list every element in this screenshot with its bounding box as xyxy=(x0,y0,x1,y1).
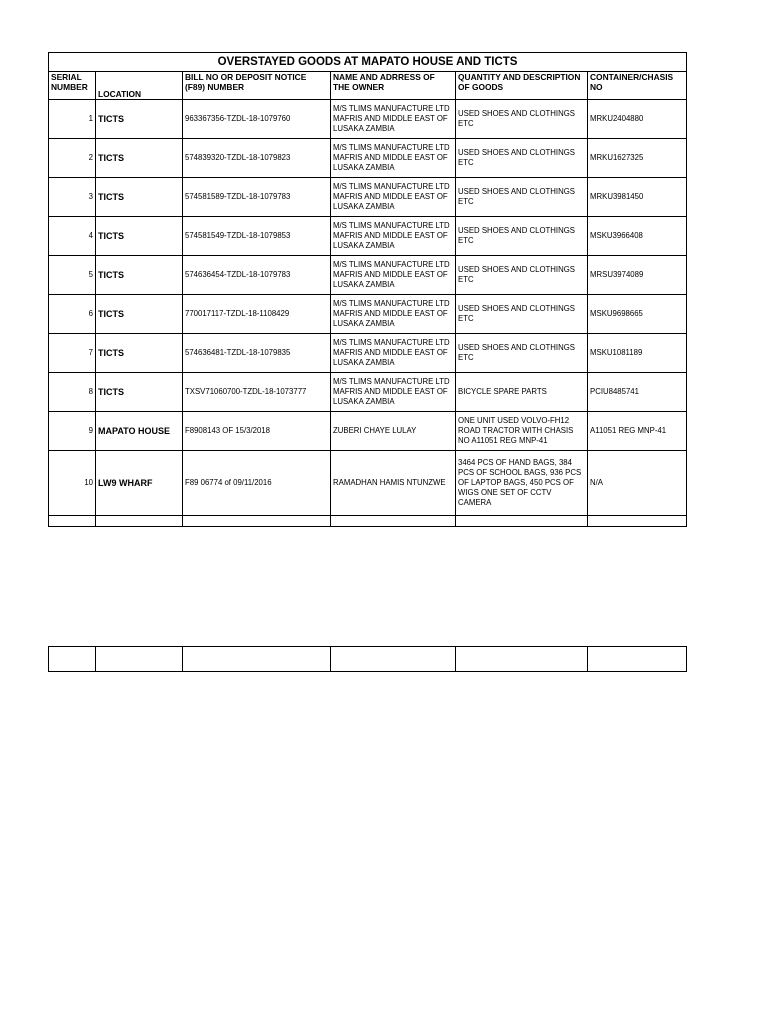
serial-cell: 5 xyxy=(49,256,96,295)
location-cell: TICTS xyxy=(96,373,183,412)
empty-row xyxy=(49,516,687,527)
bill-number-cell: 770017117-TZDL-18-1108429 xyxy=(183,295,331,334)
goods-description-cell: USED SHOES AND CLOTHINGS ETC xyxy=(456,334,588,373)
owner-cell: M/S TLIMS MANUFACTURE LTD MAFRIS AND MIDDLE EAST OF LUSAKA ZAMBIA xyxy=(331,178,456,217)
table-row xyxy=(49,412,687,451)
owner-cell: M/S TLIMS MANUFACTURE LTD MAFRIS AND MIDDLE EAST OF LUSAKA ZAMBIA xyxy=(331,100,456,139)
serial-cell: 4 xyxy=(49,217,96,256)
serial-cell: 9 xyxy=(49,412,96,451)
container-number-cell: MSKU1081189 xyxy=(588,334,687,373)
location-cell: TICTS xyxy=(96,217,183,256)
container-number-cell: MSKU9698665 xyxy=(588,295,687,334)
table-title: OVERSTAYED GOODS AT MAPATO HOUSE AND TICTS xyxy=(49,53,687,72)
bill-number-cell: F89 06774 of 09/11/2016 xyxy=(183,451,331,516)
bill-number-cell: 574581589-TZDL-18-1079783 xyxy=(183,178,331,217)
table-row xyxy=(49,256,687,295)
location-cell: TICTS xyxy=(96,334,183,373)
goods-description-cell: BICYCLE SPARE PARTS xyxy=(456,373,588,412)
owner-cell: M/S TLIMS MANUFACTURE LTD MAFRIS AND MIDDLE EAST OF LUSAKA ZAMBIA xyxy=(331,217,456,256)
bill-number-cell: F8908143 OF 15/3/2018 xyxy=(183,412,331,451)
goods-description-cell: USED SHOES AND CLOTHINGS ETC xyxy=(456,139,588,178)
serial-cell: 6 xyxy=(49,295,96,334)
header-serial: SERIAL NUMBER xyxy=(49,72,96,100)
table-row xyxy=(49,139,687,178)
location-cell: TICTS xyxy=(96,100,183,139)
table-row xyxy=(49,451,687,516)
container-number-cell: MRSU3974089 xyxy=(588,256,687,295)
header-container: CONTAINER/CHASIS NO xyxy=(588,72,687,100)
owner-cell: M/S TLIMS MANUFACTURE LTD MAFRIS AND MIDDLE EAST OF LUSAKA ZAMBIA xyxy=(331,295,456,334)
header-bill: BILL NO OR DEPOSIT NOTICE (F89) NUMBER xyxy=(183,72,331,100)
bill-number-cell: 574636481-TZDL-18-1079835 xyxy=(183,334,331,373)
bill-number-cell: 574581549-TZDL-18-1079853 xyxy=(183,217,331,256)
table-row xyxy=(49,334,687,373)
goods-description-cell: USED SHOES AND CLOTHINGS ETC xyxy=(456,100,588,139)
owner-cell: M/S TLIMS MANUFACTURE LTD MAFRIS AND MIDDLE EAST OF LUSAKA ZAMBIA xyxy=(331,139,456,178)
container-number-cell: A11051 REG MNP-41 xyxy=(588,412,687,451)
location-cell: LW9 WHARF xyxy=(96,451,183,516)
goods-table xyxy=(48,52,687,527)
goods-description-cell: USED SHOES AND CLOTHINGS ETC xyxy=(456,295,588,334)
header-row xyxy=(49,72,687,100)
goods-description-cell: 3464 PCS OF HAND BAGS, 384 PCS OF SCHOOL BAGS, 936 PCS OF LAPTOP BAGS, 450 PCS OF WIGS ONE SET OF CCTV CAMERA xyxy=(456,451,588,516)
goods-description-cell: USED SHOES AND CLOTHINGS ETC xyxy=(456,256,588,295)
container-number-cell: MRKU2404880 xyxy=(588,100,687,139)
container-number-cell: N/A xyxy=(588,451,687,516)
table-row xyxy=(49,295,687,334)
blank-table xyxy=(48,646,687,672)
serial-cell: 7 xyxy=(49,334,96,373)
header-goods: QUANTITY AND DESCRIPTION OF GOODS xyxy=(456,72,588,100)
table-row xyxy=(49,100,687,139)
blank-row xyxy=(49,647,687,672)
owner-cell: RAMADHAN HAMIS NTUNZWE xyxy=(331,451,456,516)
location-cell: TICTS xyxy=(96,295,183,334)
owner-cell: M/S TLIMS MANUFACTURE LTD MAFRIS AND MIDDLE EAST OF LUSAKA ZAMBIA xyxy=(331,334,456,373)
container-number-cell: MRKU3981450 xyxy=(588,178,687,217)
serial-cell: 2 xyxy=(49,139,96,178)
location-cell: TICTS xyxy=(96,256,183,295)
owner-cell: ZUBERI CHAYE LULAY xyxy=(331,412,456,451)
header-owner: NAME AND ADRRESS OF THE OWNER xyxy=(331,72,456,100)
bill-number-cell: 574636454-TZDL-18-1079783 xyxy=(183,256,331,295)
goods-description-cell: ONE UNIT USED VOLVO-FH12 ROAD TRACTOR WITH CHASIS NO A11051 REG MNP-41 xyxy=(456,412,588,451)
table-row xyxy=(49,217,687,256)
table-body xyxy=(49,100,687,516)
table-row xyxy=(49,178,687,217)
location-cell: TICTS xyxy=(96,178,183,217)
container-number-cell: MSKU3966408 xyxy=(588,217,687,256)
bill-number-cell: 963367356-TZDL-18-1079760 xyxy=(183,100,331,139)
location-cell: TICTS xyxy=(96,139,183,178)
bill-number-cell: 574839320-TZDL-18-1079823 xyxy=(183,139,331,178)
serial-cell: 8 xyxy=(49,373,96,412)
owner-cell: M/S TLIMS MANUFACTURE LTD MAFRIS AND MIDDLE EAST OF LUSAKA ZAMBIA xyxy=(331,256,456,295)
goods-description-cell: USED SHOES AND CLOTHINGS ETC xyxy=(456,217,588,256)
serial-cell: 1 xyxy=(49,100,96,139)
location-cell: MAPATO HOUSE xyxy=(96,412,183,451)
bill-number-cell: TXSV71060700-TZDL-18-1073777 xyxy=(183,373,331,412)
container-number-cell: PCIU8485741 xyxy=(588,373,687,412)
container-number-cell: MRKU1627325 xyxy=(588,139,687,178)
table-row xyxy=(49,373,687,412)
serial-cell: 3 xyxy=(49,178,96,217)
serial-cell: 10 xyxy=(49,451,96,516)
owner-cell: M/S TLIMS MANUFACTURE LTD MAFRIS AND MIDDLE EAST OF LUSAKA ZAMBIA xyxy=(331,373,456,412)
goods-description-cell: USED SHOES AND CLOTHINGS ETC xyxy=(456,178,588,217)
header-location: LOCATION xyxy=(96,72,183,100)
